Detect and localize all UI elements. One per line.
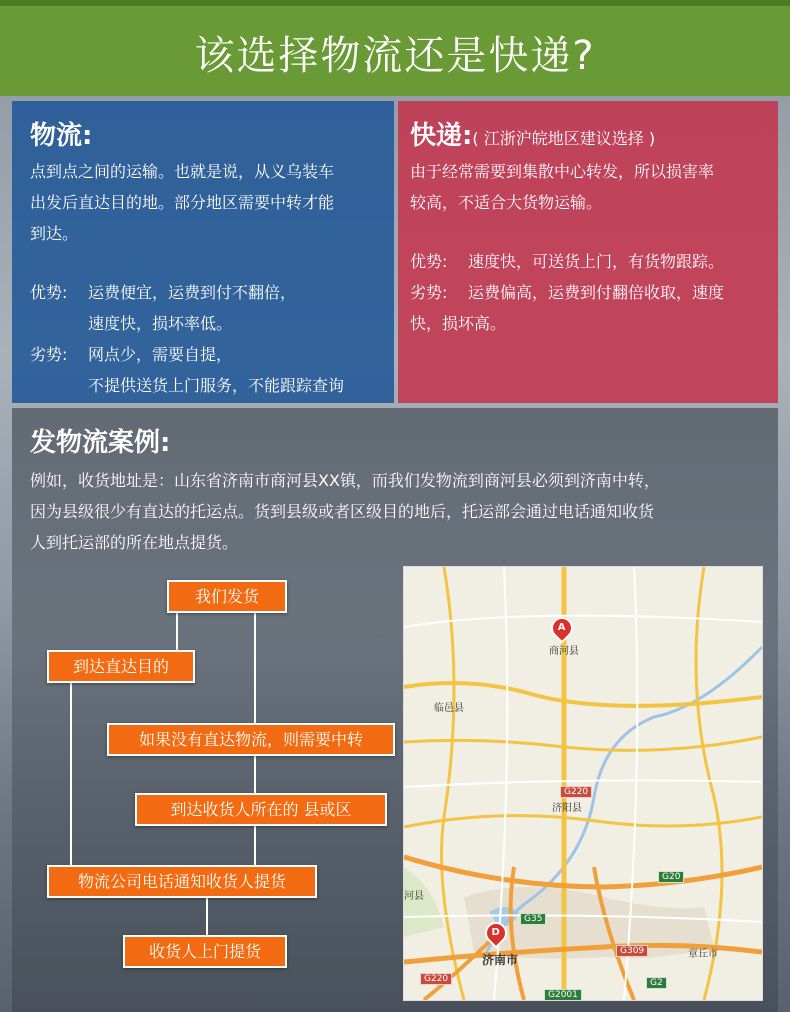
express-heading — [410, 115, 766, 152]
flow-connector — [254, 611, 256, 725]
title-bar — [0, 0, 790, 96]
disadvantage-label: 劣势: — [30, 345, 68, 364]
map-label-zhangqiu: 章丘市 — [688, 949, 718, 960]
map-shield-g2: G2 — [646, 977, 667, 989]
express-advantage — [410, 246, 766, 277]
logistics-desc-line: 出发后直达目的地。部分地区需要中转才能 — [30, 193, 335, 212]
flow-connector — [70, 681, 72, 867]
map-shield-g220: G220 — [420, 973, 452, 985]
route-map — [403, 566, 763, 1001]
advantage-label: 优势: — [410, 252, 448, 271]
flow-step-direct-arrival: 到达直达目的 — [47, 650, 195, 683]
page-title: 该选择物流还是快递? — [194, 33, 596, 79]
flow-step-ship: 我们发货 — [167, 580, 287, 613]
logistics-disadvantage — [30, 339, 376, 370]
flow-connector — [254, 825, 256, 867]
flow-step-pickup: 收货人上门提货 — [123, 935, 287, 968]
express-desc-line: 由于经常需要到集散中心转发，所以损害率 — [410, 162, 715, 181]
map-label-jiyang: 济阳县 — [552, 803, 582, 814]
flow-step-phone-notify: 物流公司电话通知收货人提货 — [47, 865, 317, 898]
case-heading: 发物流案例: — [30, 428, 171, 458]
express-note: ( 江浙沪皖地区建议选择 ) — [472, 129, 656, 148]
advantage-text: 速度快，可送货上门，有货物跟踪。 — [468, 252, 725, 271]
logistics-desc-line: 到达。 — [30, 224, 79, 243]
logistics-panel — [12, 101, 394, 403]
disadvantage-label: 劣势: — [410, 283, 448, 302]
map-pin-d: D — [480, 917, 511, 948]
logistics-desc-line: 点到点之间的运输。也就是说，从义乌装车 — [30, 162, 335, 181]
map-label-jinan: 济南市 — [482, 953, 519, 967]
case-text-line: 例如，收货地址是：山东省济南市商河县XX镇，而我们发物流到商河县必须到济南中转， — [30, 471, 660, 490]
express-panel — [398, 101, 778, 403]
map-label-linyi: 临邑县 — [434, 703, 464, 714]
advantage-text: 运费便宜，运费到付不翻倍， — [88, 283, 297, 302]
map-shield-g220: G220 — [560, 786, 592, 798]
case-text-line: 因为县级很少有直达的托运点。货到县级或者区级目的地后，托运部会通过电话通知收货 — [30, 502, 655, 521]
map-label-shanghe: 商河县 — [549, 646, 579, 657]
express-desc-line: 较高，不适合大货物运输。 — [410, 193, 603, 212]
flow-step-transfer: 如果没有直达物流，则需要中转 — [107, 723, 395, 756]
map-shield-g2001: G2001 — [544, 989, 582, 1001]
map-shield-g20: G20 — [658, 871, 684, 883]
flow-step-county-arrival: 到达收货人所在的 县或区 — [135, 793, 387, 826]
map-pin-a: A — [546, 612, 577, 643]
express-heading-text: 快递: — [410, 121, 473, 151]
advantage-text: 速度快，损坏率低。 — [88, 314, 233, 333]
case-text-line: 人到托运部的所在地点提货。 — [30, 533, 239, 552]
advantage-label: 优势: — [30, 283, 68, 302]
logistics-advantage — [30, 277, 376, 308]
flow-connector — [254, 753, 256, 795]
map-roads — [404, 567, 762, 1000]
disadvantage-text: 不提供送货上门服务，不能跟踪查询 — [88, 376, 345, 395]
map-shield-g309: G309 — [616, 945, 648, 957]
flow-connector — [206, 895, 208, 937]
disadvantage-text: 快，损坏高。 — [410, 314, 507, 333]
express-disadvantage — [410, 277, 766, 308]
disadvantage-text: 网点少，需要自提， — [88, 345, 233, 364]
disadvantage-text: 运费偏高，运费到付翻倍收取，速度 — [468, 283, 725, 302]
flow-connector — [176, 611, 178, 651]
map-shield-g35: G35 — [520, 913, 546, 925]
logistics-heading: 物流: — [30, 121, 93, 151]
map-label-qihe: 河县 — [404, 891, 424, 902]
